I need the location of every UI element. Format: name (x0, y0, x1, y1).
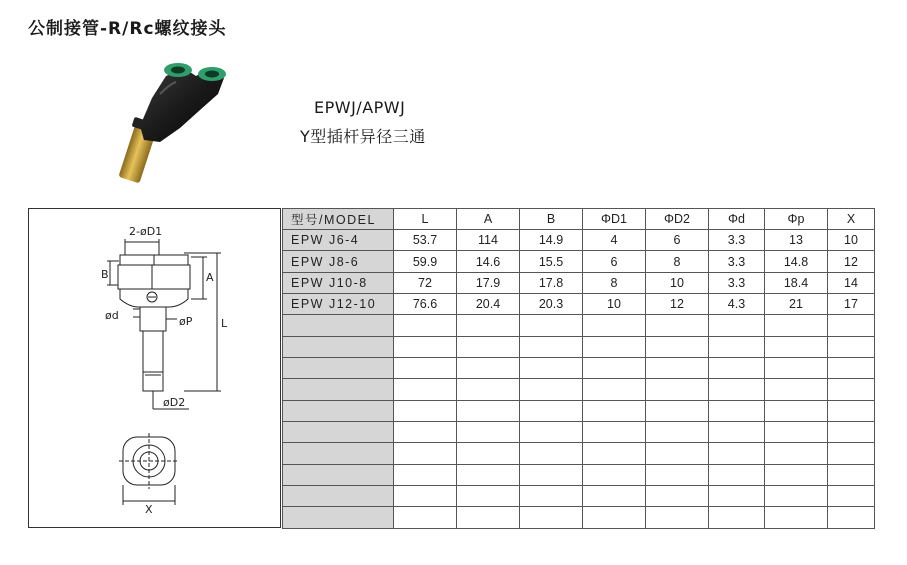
value-cell: 8 (583, 272, 646, 293)
empty-cell (457, 336, 520, 357)
empty-cell (646, 358, 709, 379)
value-cell: 14 (828, 272, 875, 293)
empty-cell (283, 464, 394, 485)
value-cell: 4 (583, 230, 646, 251)
empty-cell (709, 443, 765, 464)
dim-label-l: L (221, 317, 228, 330)
empty-cell (283, 422, 394, 443)
empty-cell (765, 336, 828, 357)
empty-cell (283, 486, 394, 507)
empty-cell (709, 507, 765, 529)
value-cell: 17.8 (520, 272, 583, 293)
empty-cell (520, 464, 583, 485)
empty-cell (709, 400, 765, 421)
empty-cell (709, 422, 765, 443)
empty-cell (520, 336, 583, 357)
empty-cell (646, 336, 709, 357)
empty-cell (765, 315, 828, 336)
empty-cell (709, 358, 765, 379)
empty-cell (828, 507, 875, 529)
empty-cell (583, 507, 646, 529)
table-row-empty (283, 486, 875, 507)
empty-cell (520, 486, 583, 507)
model-cell: EPW J12-10 (283, 294, 394, 315)
value-cell: 15.5 (520, 251, 583, 272)
empty-cell (394, 464, 457, 485)
page-title: 公制接管-R/Rc螺纹接头 (28, 19, 227, 39)
value-cell: 3.3 (709, 251, 765, 272)
value-cell: 72 (394, 272, 457, 293)
empty-cell (765, 443, 828, 464)
value-cell: 114 (457, 230, 520, 251)
empty-cell (283, 336, 394, 357)
empty-cell (765, 358, 828, 379)
dim-label-d2: øD2 (163, 396, 186, 409)
empty-cell (828, 422, 875, 443)
empty-cell (520, 443, 583, 464)
dim-label-a: A (206, 271, 214, 284)
empty-cell (765, 422, 828, 443)
value-cell: 20.4 (457, 294, 520, 315)
empty-cell (709, 464, 765, 485)
dim-label-x: X (145, 503, 153, 516)
empty-cell (646, 315, 709, 336)
empty-cell (583, 486, 646, 507)
empty-cell (583, 379, 646, 400)
value-cell: 59.9 (394, 251, 457, 272)
empty-cell (583, 400, 646, 421)
product-description: Y型插杆异径三通 (300, 127, 426, 146)
empty-cell (394, 315, 457, 336)
value-cell: 10 (828, 230, 875, 251)
column-header-d1: ΦD1 (583, 209, 646, 230)
value-cell: 14.9 (520, 230, 583, 251)
empty-cell (520, 315, 583, 336)
column-header-small-d: Φd (709, 209, 765, 230)
value-cell: 53.7 (394, 230, 457, 251)
dim-label-d1: 2-øD1 (129, 225, 163, 238)
empty-cell (457, 315, 520, 336)
empty-cell (709, 336, 765, 357)
empty-cell (828, 336, 875, 357)
dim-label-p: øP (179, 315, 193, 328)
empty-cell (457, 443, 520, 464)
empty-cell (394, 422, 457, 443)
table-row (283, 251, 875, 272)
empty-cell (457, 379, 520, 400)
empty-cell (646, 464, 709, 485)
column-header-model: 型号/MODEL (283, 209, 394, 230)
column-header-l: L (394, 209, 457, 230)
empty-cell (283, 315, 394, 336)
empty-cell (520, 507, 583, 529)
empty-cell (457, 358, 520, 379)
value-cell: 4.3 (709, 294, 765, 315)
value-cell: 18.4 (765, 272, 828, 293)
empty-cell (646, 400, 709, 421)
value-cell: 6 (646, 230, 709, 251)
empty-cell (709, 315, 765, 336)
value-cell: 12 (646, 294, 709, 315)
empty-cell (394, 336, 457, 357)
table-row-empty (283, 358, 875, 379)
empty-cell (394, 379, 457, 400)
empty-cell (709, 486, 765, 507)
table-row (283, 272, 875, 293)
value-cell: 17.9 (457, 272, 520, 293)
value-cell: 6 (583, 251, 646, 272)
value-cell: 10 (646, 272, 709, 293)
empty-cell (765, 379, 828, 400)
value-cell: 20.3 (520, 294, 583, 315)
empty-cell (283, 443, 394, 464)
table-row-empty (283, 379, 875, 400)
table-row-empty (283, 443, 875, 464)
column-header-b: B (520, 209, 583, 230)
empty-cell (828, 315, 875, 336)
empty-cell (828, 443, 875, 464)
empty-cell (828, 358, 875, 379)
table-row-empty (283, 400, 875, 421)
empty-cell (457, 422, 520, 443)
empty-cell (583, 443, 646, 464)
empty-cell (828, 464, 875, 485)
empty-cell (457, 464, 520, 485)
technical-drawing (28, 208, 281, 528)
empty-cell (828, 486, 875, 507)
empty-cell (583, 464, 646, 485)
column-header-p: Φp (765, 209, 828, 230)
empty-cell (828, 400, 875, 421)
value-cell: 76.6 (394, 294, 457, 315)
empty-cell (520, 422, 583, 443)
table-row-empty (283, 315, 875, 336)
empty-cell (283, 400, 394, 421)
table-row-empty (283, 336, 875, 357)
table-header-row (283, 209, 875, 230)
table-row-empty (283, 507, 875, 529)
empty-cell (283, 379, 394, 400)
empty-cell (646, 379, 709, 400)
empty-cell (646, 507, 709, 529)
empty-cell (394, 400, 457, 421)
empty-cell (583, 422, 646, 443)
empty-cell (394, 507, 457, 529)
empty-cell (583, 315, 646, 336)
table-row-empty (283, 422, 875, 443)
value-cell: 21 (765, 294, 828, 315)
value-cell: 3.3 (709, 272, 765, 293)
empty-cell (709, 379, 765, 400)
value-cell: 3.3 (709, 230, 765, 251)
empty-cell (520, 400, 583, 421)
empty-cell (283, 358, 394, 379)
empty-cell (394, 358, 457, 379)
empty-cell (457, 400, 520, 421)
table-row (283, 294, 875, 315)
empty-cell (520, 358, 583, 379)
spec-table (282, 208, 875, 529)
model-cell: EPW J6-4 (283, 230, 394, 251)
empty-cell (283, 507, 394, 529)
value-cell: 12 (828, 251, 875, 272)
empty-cell (765, 464, 828, 485)
empty-cell (646, 443, 709, 464)
empty-cell (457, 486, 520, 507)
empty-cell (394, 443, 457, 464)
empty-cell (646, 486, 709, 507)
model-cell: EPW J10-8 (283, 272, 394, 293)
value-cell: 13 (765, 230, 828, 251)
column-header-d2: ΦD2 (646, 209, 709, 230)
value-cell: 17 (828, 294, 875, 315)
empty-cell (583, 358, 646, 379)
dim-label-small-d: ød (105, 309, 119, 322)
empty-cell (520, 379, 583, 400)
product-model: EPWJ/APWJ (314, 98, 406, 117)
empty-cell (765, 486, 828, 507)
product-photo (100, 54, 230, 189)
empty-cell (646, 422, 709, 443)
empty-cell (457, 507, 520, 529)
empty-cell (583, 336, 646, 357)
value-cell: 8 (646, 251, 709, 272)
empty-cell (394, 486, 457, 507)
column-header-a: A (457, 209, 520, 230)
table-row-empty (283, 464, 875, 485)
column-header-x: X (828, 209, 875, 230)
dim-label-b: B (101, 268, 109, 281)
model-cell: EPW J8-6 (283, 251, 394, 272)
empty-cell (828, 379, 875, 400)
empty-cell (765, 400, 828, 421)
empty-cell (765, 507, 828, 529)
value-cell: 14.6 (457, 251, 520, 272)
value-cell: 14.8 (765, 251, 828, 272)
table-row (283, 230, 875, 251)
value-cell: 10 (583, 294, 646, 315)
